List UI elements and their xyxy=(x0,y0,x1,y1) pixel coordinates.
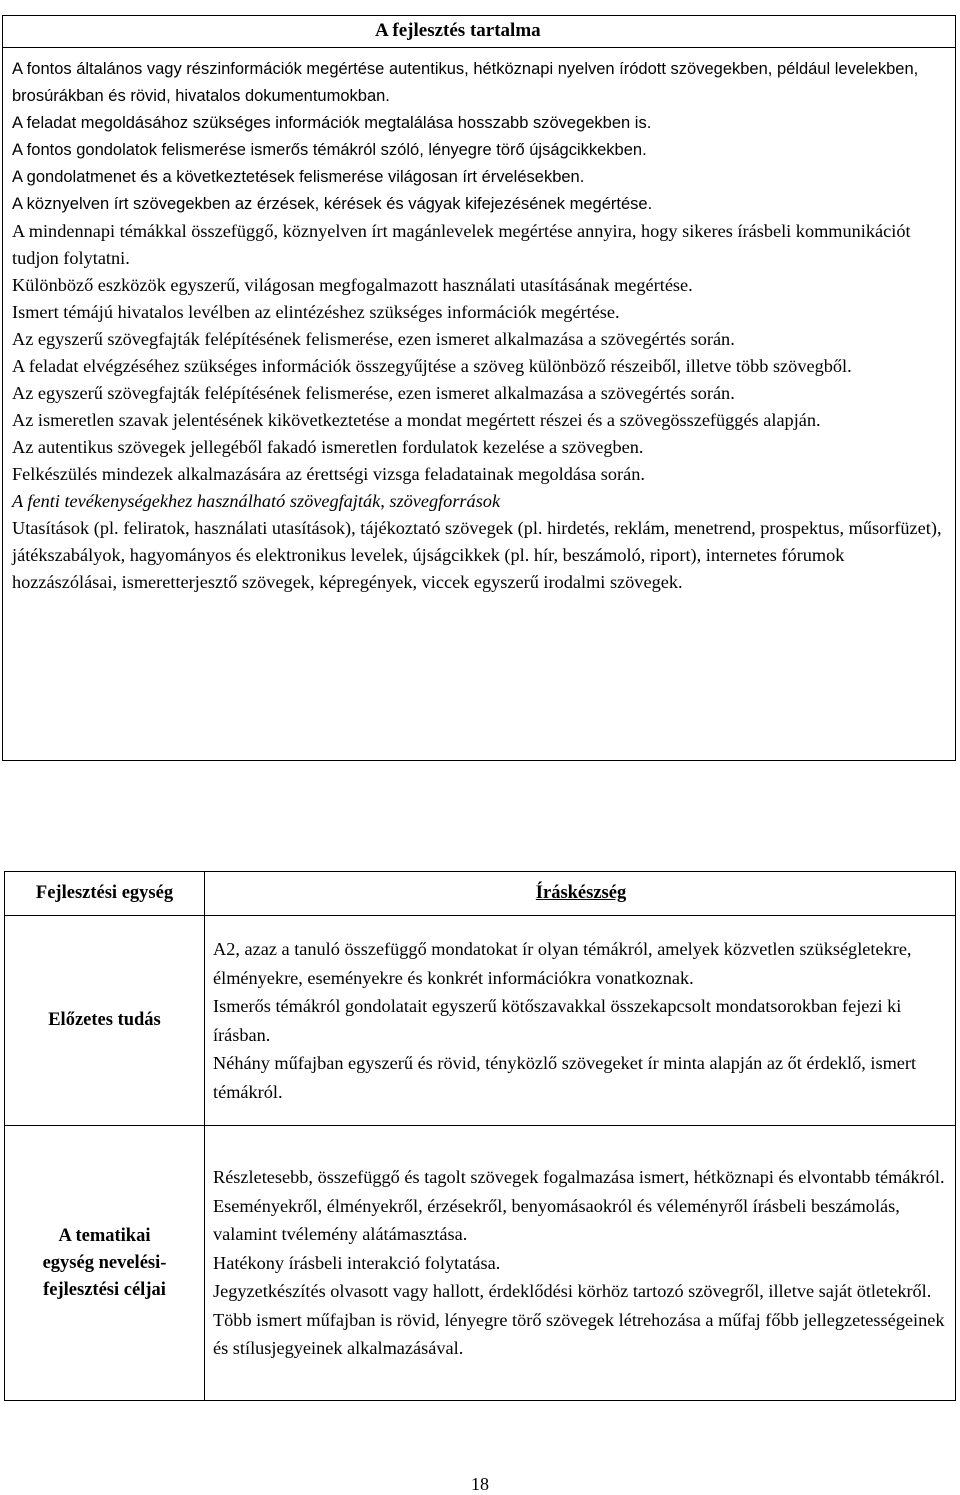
section-title: A fejlesztés tartalma xyxy=(375,20,541,41)
header-left-cell xyxy=(5,872,205,916)
header-right-cell xyxy=(205,872,956,916)
list-item: Hatékony írásbeli interakció folytatása. xyxy=(213,1252,501,1273)
content-box xyxy=(2,15,956,761)
goals-label-line: egység nevelési- xyxy=(42,1252,167,1273)
list-item: Ismerős témákról gondolatait egyszerű kötőszavakkal összekapcsolt mondatsorokban fejezi ki írásban. xyxy=(213,996,902,1045)
paragraph: A köznyelven írt szövegekben az érzések, kérések és vágyak kifejezésének megértése. xyxy=(12,195,653,213)
row-label-cell xyxy=(5,1126,205,1401)
development-unit-table xyxy=(4,871,956,1401)
paragraph: Felkészülés mindezek alkalmazására az érettségi vizsga feladatainak megoldása során. xyxy=(12,464,645,484)
list-item: Több ismert műfajban is rövid, lényegre törő szövegek létrehozása a műfaj főbb jellegzetességeinek és stílusjegyeinek alkalmazásával. xyxy=(213,1309,945,1359)
paragraph: Az egyszerű szövegfajták felépítésének felismerése, ezen ismeret alkalmazása a szövegértés során. xyxy=(12,383,735,403)
paragraph: A fontos általános vagy részinformációk megértése autentikus, hétköznapi nyelven íródott szövegekben, például levelekben, brosúrákban és rövid, hivatalos dokumentumokban. xyxy=(12,60,919,105)
row-label-cell xyxy=(5,916,205,1126)
list-item: Jegyzetkészítés olvasott vagy hallott, érdeklődési körhöz tartozó szövegről, illetve saját ötletekről. xyxy=(213,1281,932,1302)
goals-label-line: fejlesztési céljai xyxy=(43,1279,166,1300)
paragraph: A gondolatmenet és a következtetések felismerése világosan írt érvelésekben. xyxy=(12,168,585,186)
paragraph: Az ismeretlen szavak jelentésének kikövetkeztetése a mondat megértett részei és a szövegösszefüggés alapján. xyxy=(12,410,821,430)
paragraph: A feladat megoldásához szükséges információk megtalálása hosszabb szövegekben is. xyxy=(12,114,652,132)
paragraph: Az autentikus szövegek jellegéből fakadó ismeretlen fordulatok kezelése a szövegben. xyxy=(12,437,644,457)
italic-subheading: A fenti tevékenységekhez használható szövegfajták, szövegforrások xyxy=(12,491,501,511)
list-item: A2, azaz a tanuló összefüggő mondatokat ír olyan témákról, amelyek közvetlen szükségletekre, élményekre, eseményekre és konkrét információkra vonatkoznak. xyxy=(213,939,912,988)
row-content-cell xyxy=(205,916,956,1126)
goals-label-line: A tematikai xyxy=(58,1225,151,1246)
paragraph: A feladat elvégzéséhez szükséges információk összegyűjtése a szöveg különböző részeiből, illetve több szövegből. xyxy=(12,356,852,376)
list-item: Részletesebb, összefüggő és tagolt szövegek fogalmazása ismert, hétköznapi és elvontabb témákról. xyxy=(213,1167,945,1188)
header-right-label: Íráskészség xyxy=(535,883,627,904)
section-header xyxy=(3,16,955,48)
sources-paragraph: Utasítások (pl. feliratok, használati utasítások), tájékoztató szövegek (pl. hirdetés, reklám, menetrend, prospektus, műsorfüzet), játékszabályok, hagyományos és elektronikus levelek, újságcikkek (pl. hír, beszámoló, riport), internetes fórumok hozzászólásai, ismeretterjesztő szövegek, képregények, viccek egyszerű irodalmi szövegek. xyxy=(12,518,942,592)
table-row xyxy=(5,1126,956,1401)
goals-label xyxy=(43,1223,167,1304)
paragraph: A fontos gondolatok felismerése ismerős témákról szóló, lényegre törő újságcikkekben. xyxy=(12,141,647,159)
page-number: 18 xyxy=(471,1474,489,1494)
table-header-row xyxy=(5,872,956,916)
paragraph: Ismert témájú hivatalos levélben az elintézéshez szükséges információk megértése. xyxy=(12,302,620,322)
list-item: Néhány műfajban egyszerű és rövid, tényközlő szövegeket ír minta alapján az őt érdeklő, ismert témákról. xyxy=(213,1053,917,1102)
table-row xyxy=(5,916,956,1126)
list-item: Eseményekről, élményekről, érzésekről, benyomásaokról és véleményről írásbeli beszámolás, valamint tvélemény alátámasztása. xyxy=(213,1195,900,1245)
row-content-cell xyxy=(205,1126,956,1401)
paragraph: Az egyszerű szövegfajták felépítésének felismerése, ezen ismeret alkalmazása a szövegértés során. xyxy=(12,329,735,349)
paragraph: Különböző eszközök egyszerű, világosan megfogalmazott használati utasításának megértése. xyxy=(12,275,693,295)
header-left-label: Fejlesztési egység xyxy=(35,883,174,903)
prior-knowledge-label: Előzetes tudás xyxy=(48,1010,161,1030)
paragraph: A mindennapi témákkal összefüggő, köznyelven írt magánlevelek megértése annyira, hogy sikeres írásbeli kommunikációt tudjon folytatni. xyxy=(12,221,911,268)
content-body xyxy=(12,56,949,596)
